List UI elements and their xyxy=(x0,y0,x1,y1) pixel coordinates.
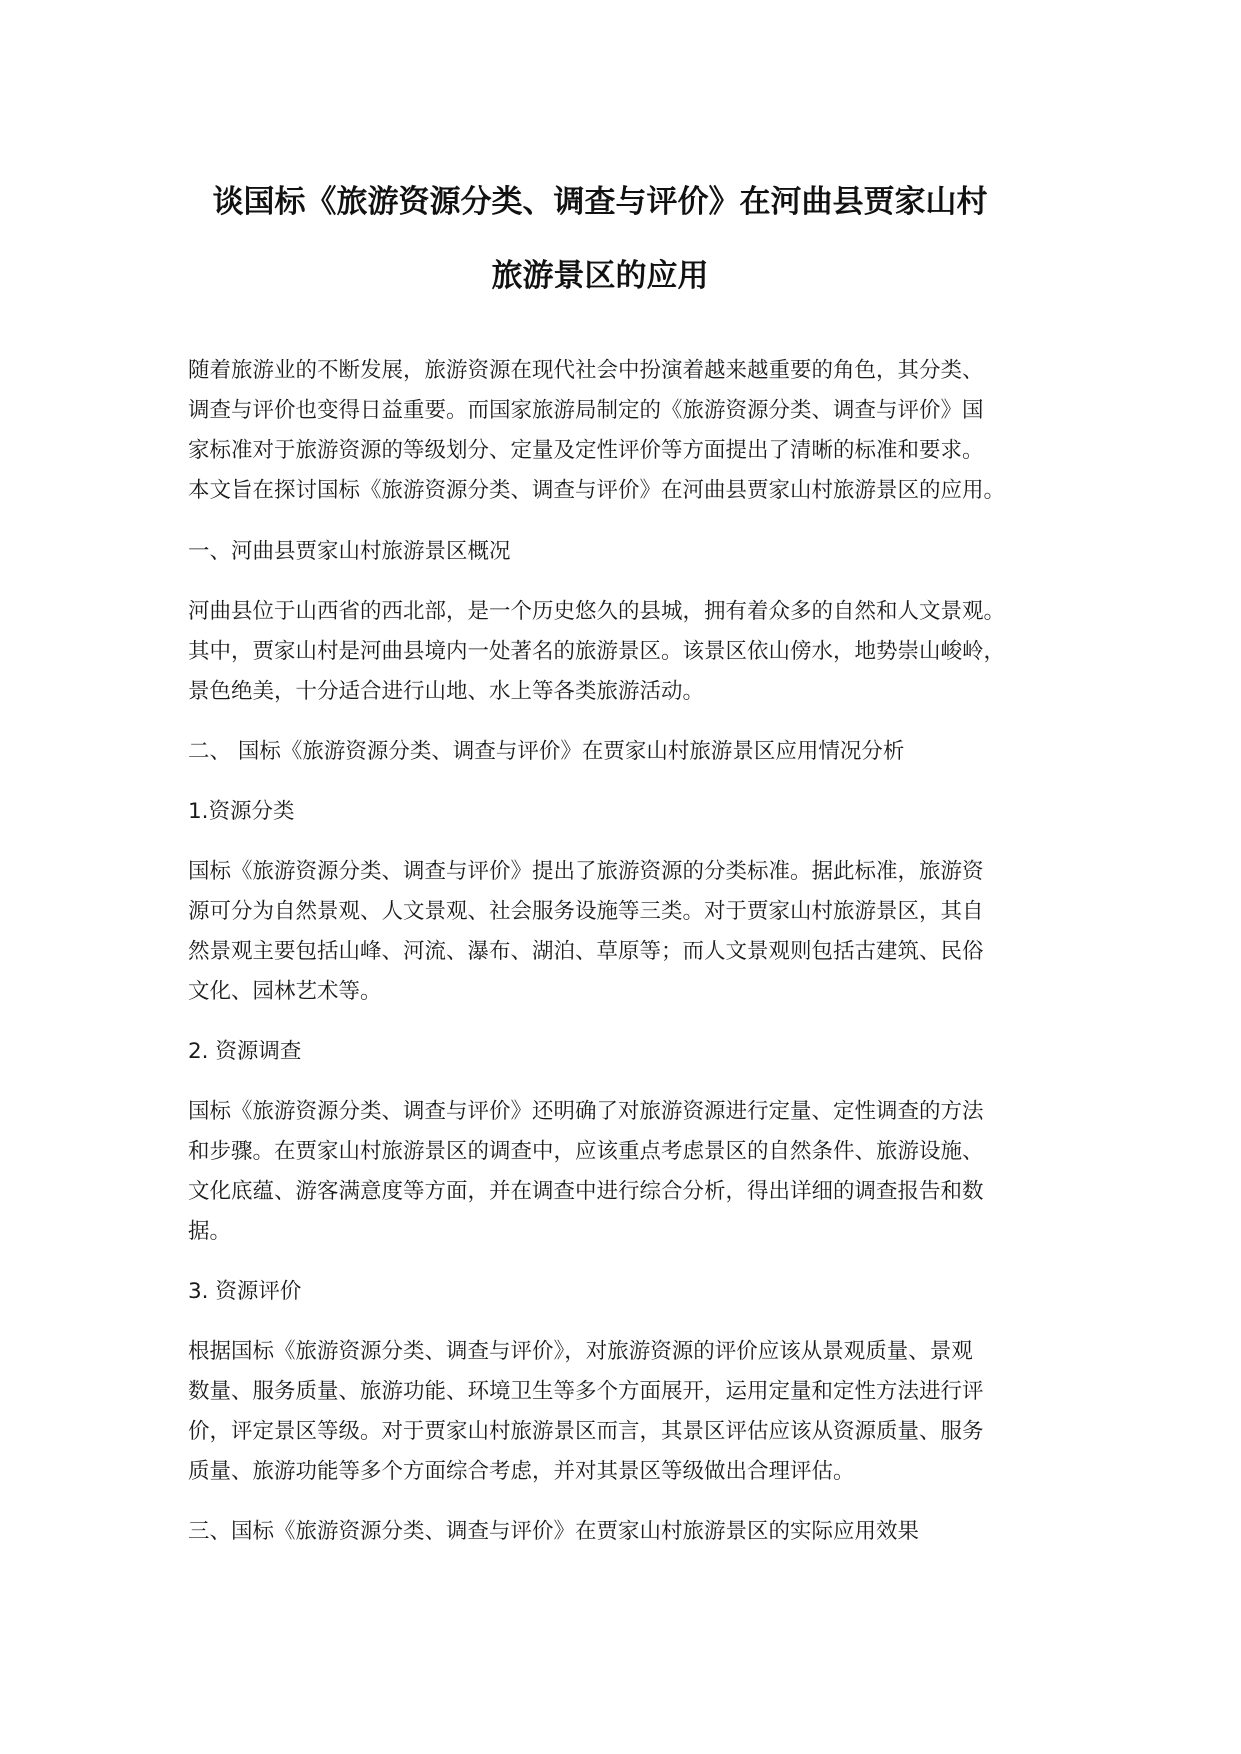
section1-line: 其中，贾家山村是河曲县境内一处著名的旅游景区。该景区依山傍水，地势崇山峻岭， xyxy=(188,639,1006,664)
intro-line: 随着旅游业的不断发展，旅游资源在现代社会中扮演着越来越重要的角色，其分类、 xyxy=(188,358,984,383)
intro-line: 调查与评价也变得日益重要。而国家旅游局制定的《旅游资源分类、调查与评价》国 xyxy=(188,398,984,423)
intro-line: 本文旨在探讨国标《旅游资源分类、调查与评价》在河曲县贾家山村旅游景区的应用。 xyxy=(188,478,1006,503)
subheading-resource-evaluation: 3. 资源评价 xyxy=(188,1279,302,1304)
sub3-line: 数量、服务质量、旅游功能、环境卫生等多个方面展开，运用定量和定性方法进行评 xyxy=(188,1379,984,1404)
sub3-line: 质量、旅游功能等多个方面综合考虑，并对其景区等级做出合理评估。 xyxy=(188,1459,855,1484)
sub1-line: 国标《旅游资源分类、调查与评价》提出了旅游资源的分类标准。据此标准，旅游资 xyxy=(188,859,984,884)
document-title-line-1: 谈国标《旅游资源分类、调查与评价》在河曲县贾家山村 xyxy=(212,184,988,220)
sub1-line: 源可分为自然景观、人文景观、社会服务设施等三类。对于贾家山村旅游景区，其自 xyxy=(188,899,984,924)
document-title-line-2: 旅游景区的应用 xyxy=(491,258,709,294)
subheading-resource-classification: 1.资源分类 xyxy=(188,799,295,824)
sub2-line: 据。 xyxy=(188,1219,232,1244)
sub2-line: 文化底蕴、游客满意度等方面，并在调查中进行综合分析，得出详细的调查报告和数 xyxy=(188,1179,984,1204)
section-heading-1: 一、河曲县贾家山村旅游景区概况 xyxy=(188,539,511,564)
sub2-line: 和步骤。在贾家山村旅游景区的调查中，应该重点考虑景区的自然条件、旅游设施、 xyxy=(188,1139,984,1164)
section-heading-3: 三、国标《旅游资源分类、调查与评价》在贾家山村旅游景区的实际应用效果 xyxy=(188,1519,920,1544)
intro-line: 家标准对于旅游资源的等级划分、定量及定性评价等方面提出了清晰的标准和要求。 xyxy=(188,438,984,463)
sub2-line: 国标《旅游资源分类、调查与评价》还明确了对旅游资源进行定量、定性调查的方法 xyxy=(188,1099,984,1124)
section1-line: 河曲县位于山西省的西北部，是一个历史悠久的县城，拥有着众多的自然和人文景观。 xyxy=(188,599,1006,624)
section-heading-2: 二、 国标《旅游资源分类、调查与评价》在贾家山村旅游景区应用情况分析 xyxy=(188,739,905,764)
sub1-line: 然景观主要包括山峰、河流、瀑布、湖泊、草原等；而人文景观则包括古建筑、民俗 xyxy=(188,939,984,964)
sub3-line: 根据国标《旅游资源分类、调查与评价》，对旅游资源的评价应该从景观质量、景观 xyxy=(188,1339,973,1364)
sub3-line: 价，评定景区等级。对于贾家山村旅游景区而言，其景区评估应该从资源质量、服务 xyxy=(188,1419,984,1444)
sub1-line: 文化、园林艺术等。 xyxy=(188,979,382,1004)
section1-line: 景色绝美，十分适合进行山地、水上等各类旅游活动。 xyxy=(188,679,705,704)
subheading-resource-survey: 2. 资源调查 xyxy=(188,1039,302,1064)
